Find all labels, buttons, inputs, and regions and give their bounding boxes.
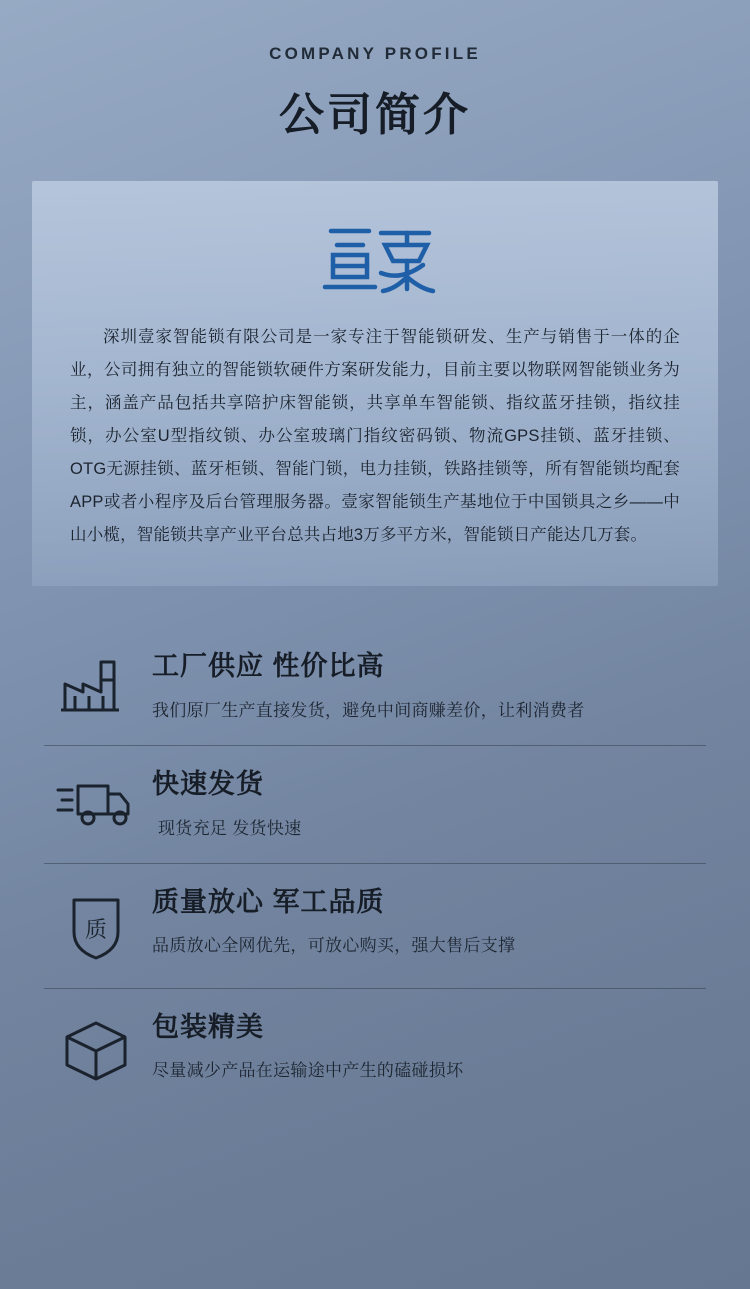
factory-icon — [44, 650, 148, 718]
company-intro-text: 深圳壹家智能锁有限公司是一家专注于智能锁研发、生产与销售于一体的企业，公司拥有独立的智能锁软硬件方案研发能力，目前主要以物联网智能锁业务为主，涵盖产品包括共享陪护床智能锁，共享单车智能锁、指纹蓝牙挂锁，指纹挂锁，办公室U型指纹锁、办公室玻璃门指纹密码锁、物流GPS挂锁、蓝牙挂锁、OTG无源挂锁、蓝牙柜锁、智能门锁，电力挂锁，铁路挂锁等，所有智能锁均配套APP或者小程序及后台管理服务器。壹家智能锁生产基地位于中国锁具之乡——中山小榄，智能锁共享产业平台总共占地3万多平方米，智能锁日产能达几万套。 — [70, 328, 680, 544]
feature-desc: 尽量减少产品在运输途中产生的磕碰损坏 — [152, 1061, 464, 1081]
page-eyebrow: COMPANY PROFILE — [269, 44, 481, 63]
feature-desc: 品质放心全网优先，可放心购买，强大售后支撑 — [152, 936, 516, 956]
svg-text:质: 质 — [84, 916, 108, 942]
feature-body — [148, 768, 706, 839]
package-box-icon — [44, 1011, 148, 1085]
feature-body — [148, 886, 706, 957]
feature-body — [148, 1011, 706, 1082]
brand-logo — [70, 217, 680, 299]
delivery-truck-icon — [44, 768, 148, 830]
feature-title: 包装精美 — [152, 1011, 264, 1042]
page-header — [26, 0, 724, 143]
feature-item-factory — [44, 628, 706, 745]
feature-desc: 现货充足 发货快速 — [158, 818, 302, 838]
feature-list — [44, 628, 706, 1109]
feature-title: 质量放心 军工品质 — [152, 886, 385, 917]
quality-shield-icon — [44, 886, 148, 964]
company-intro-card — [32, 181, 718, 586]
page-title: 公司简介 — [278, 89, 471, 140]
feature-item-packaging — [44, 988, 706, 1109]
feature-title: 工厂供应 性价比高 — [152, 651, 385, 681]
feature-desc: 我们原厂生产直接发货，避免中间商赚差价，让利消费者 — [152, 700, 585, 720]
feature-title: 快速发货 — [152, 768, 264, 799]
feature-item-quality — [44, 863, 706, 988]
feature-body — [148, 650, 706, 721]
yijia-brand-logo — [311, 221, 439, 295]
feature-item-delivery — [44, 745, 706, 863]
